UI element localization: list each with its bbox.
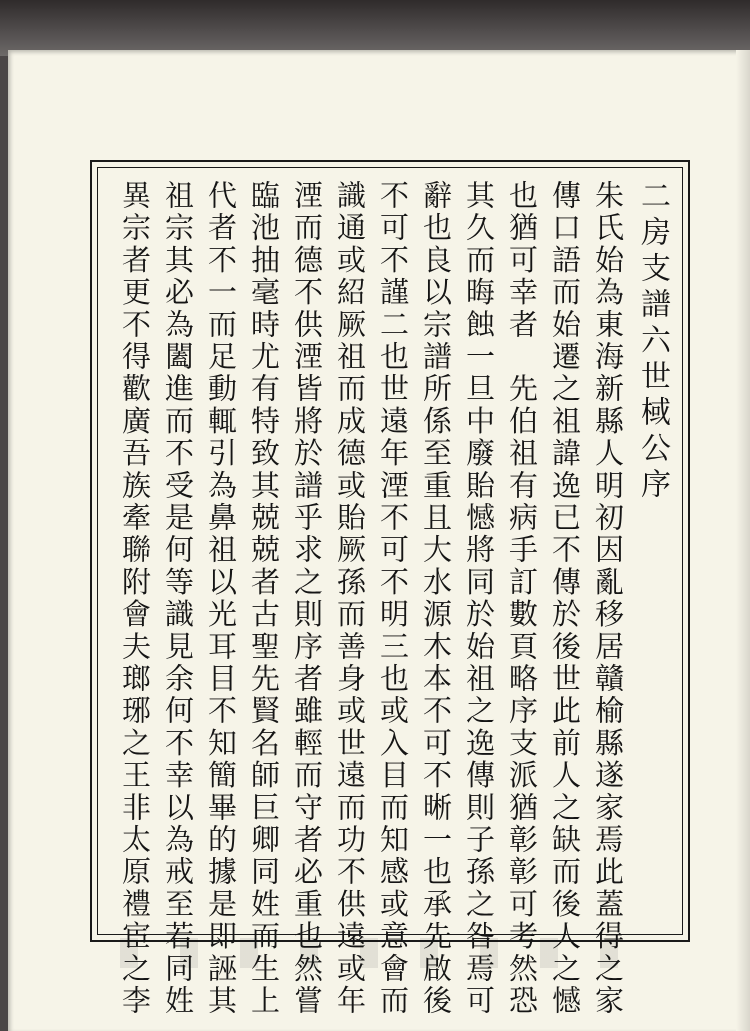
text-column-7: 識通或紹厥祖而成德或貽厥孫而善身或世遠而功不供遠或年 bbox=[333, 180, 367, 1018]
text-column-8: 湮而德不供湮皆將於譜乎求之則序者雖輕而守者必重也然嘗 bbox=[290, 180, 324, 1018]
calligraphy-text-block bbox=[100, 180, 680, 1018]
text-column-2: 傳口語而始遷之祖諱𨓜已不傳於後世此前人之缺而後人之憾 bbox=[548, 180, 582, 1018]
text-column-12: 異宗者更不得歡廣吾族牽聯附會夫瑯琊之王非太原禮宦之李 bbox=[118, 180, 152, 1018]
show-through-bleed bbox=[120, 938, 660, 968]
text-column-4: 其久而晦蝕一旦中廢貽憾將同於始祖之𨓜傳則子孫之咎焉可 bbox=[462, 180, 496, 1018]
preface-title: 二房支譜六世棫公序 bbox=[635, 180, 670, 504]
text-column-5: 辭也良以宗譜所係至重且大水源木本不可不晰一也承先啟後 bbox=[419, 180, 453, 1018]
text-column-6: 不可不謹二也世遠年湮不可不明三也或入目而知感或意會而 bbox=[376, 180, 410, 1018]
text-column-9: 臨池抽毫時尤有特致其兢兢者古聖先賢名師巨卿同姓而生上 bbox=[247, 180, 281, 1018]
text-column-3: 也猶可幸者 先伯祖有病手訂數頁略序支派猶彰彰可考然恐 bbox=[505, 180, 539, 1018]
text-column-11: 祖宗其必為闔進而不受是何等識見余何不幸以為戒至若同姓 bbox=[161, 180, 195, 1018]
text-column-1: 朱氏始為東海新縣人明初因亂移居贛榆縣遂家焉此蓋得之家 bbox=[591, 180, 625, 1018]
scanner-background bbox=[0, 0, 750, 56]
page-edge bbox=[736, 50, 750, 1031]
text-column-10: 代者不一而足動輒引為鼻祖以光耳目不知簡畢的據是即誣其 bbox=[204, 180, 238, 1018]
